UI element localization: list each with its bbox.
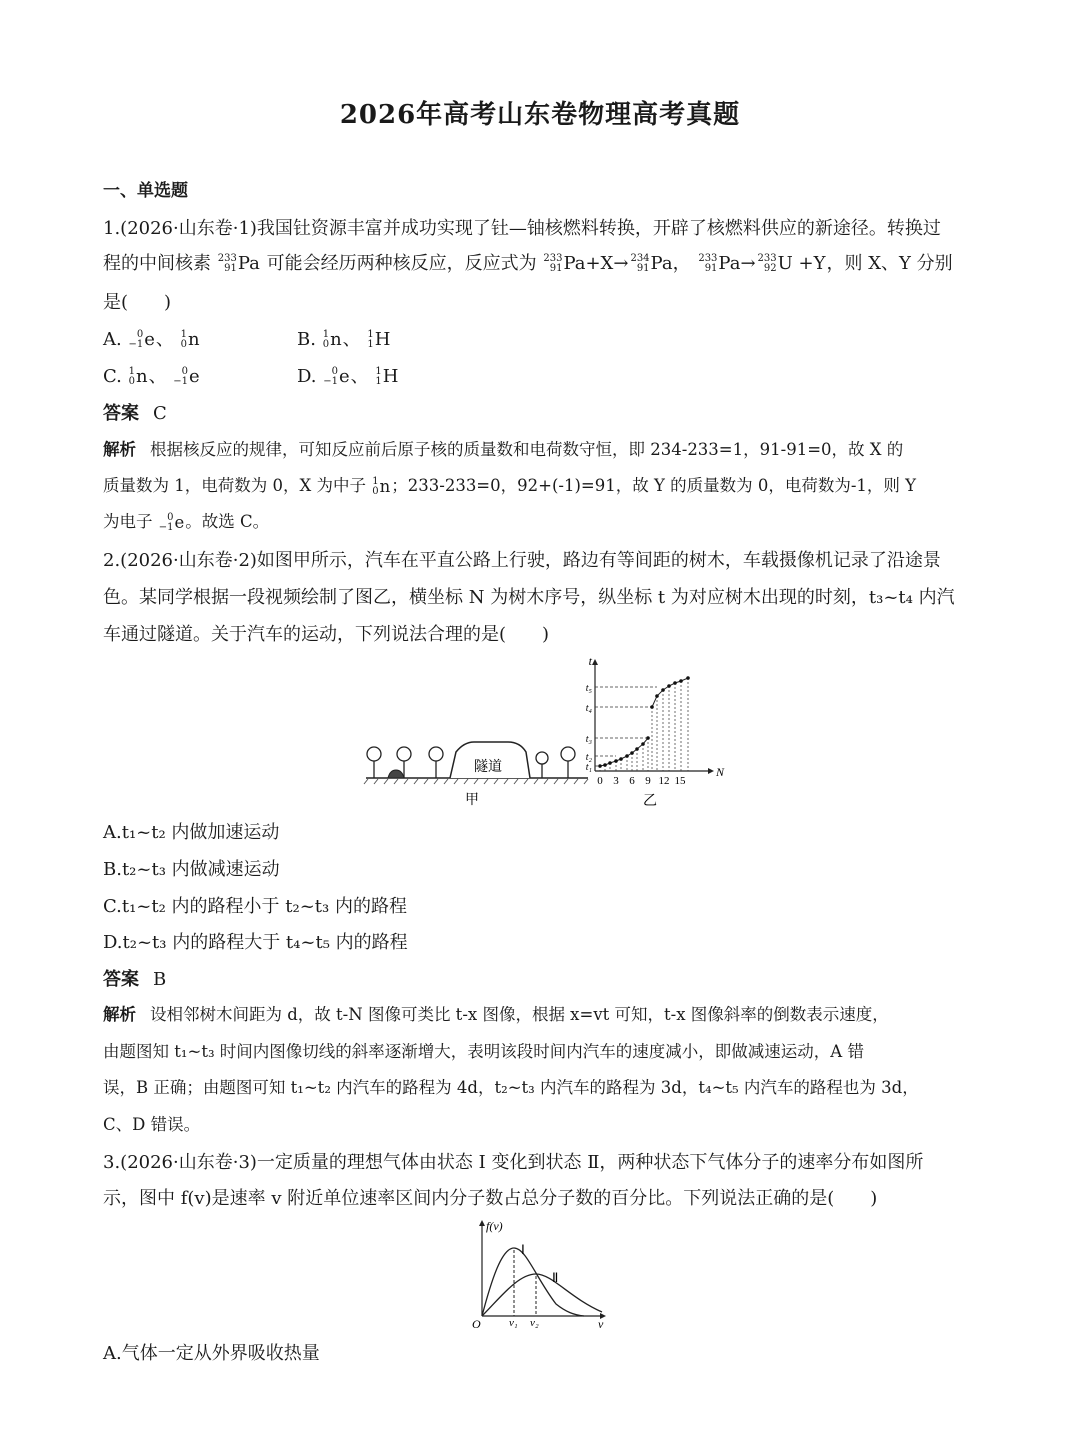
q1-explanation-2: 质量数为 1，电荷数为 0，X 为中子 1 0 n；233-233=0，92+(-1)=91，故 Y 的质量数为 0，电荷数为-1，则 Y — [103, 475, 917, 497]
data-point — [667, 684, 671, 688]
q1-option-a: A. 0 −1 e、 1 0 n — [103, 329, 200, 351]
axis-v-label: v — [598, 1317, 604, 1331]
section-heading: 一、单选题 — [103, 181, 188, 201]
figure-speed-distribution — [466, 1218, 616, 1330]
axis-n-label: N — [716, 765, 725, 779]
q2-explanation-3: 误，B 正确；由题图可知 t₁~t₂ 内汽车的路程为 4d，t₂~t₃ 内汽车的路程为 3d，t₄~t₅ 内汽车的路程也为 3d， — [103, 1078, 919, 1097]
q1-answer: 答案 C — [103, 403, 167, 424]
q1-option-c: C. 1 0 n、 0 −1 e — [103, 366, 200, 388]
axis-fv-label: f(v) — [486, 1219, 503, 1233]
y-tick-label: t₅ — [585, 683, 592, 694]
figure-left-caption: 甲 — [465, 793, 479, 808]
v2-label: v₂ — [530, 1317, 539, 1329]
y-tick-label: t₁ — [585, 762, 592, 773]
data-point — [661, 688, 665, 692]
q3-line2: 示，图中 f(v)是速率 v 附近单位速率区间内分子数占总分子数的百分比。下列说法正确的是( ) — [103, 1188, 878, 1209]
q2-line3: 车通过隧道。关于汽车的运动，下列说法合理的是( ) — [103, 624, 550, 645]
data-point — [641, 742, 645, 746]
x-tick-label: 15 — [674, 775, 686, 787]
curve-segment-1 — [600, 738, 648, 766]
data-point — [650, 705, 654, 709]
q1-explanation-1: 解析 根据核反应的规律，可知反应前后原子核的质量数和电荷数守恒，即 234-233=1，91-91=0，故 X 的 — [103, 440, 904, 459]
q1-line3: 是( ) — [103, 292, 172, 313]
q2-option-b: B.t₂~t₃ 内做减速运动 — [103, 859, 280, 880]
axis-t-label: t — [588, 654, 592, 668]
q2-explanation-4: C、D 错误。 — [103, 1115, 201, 1134]
data-point — [630, 751, 634, 755]
q1-option-d: D. 0 −1 e、 1 1 H — [297, 366, 399, 388]
curve-1-label: Ⅰ — [521, 1242, 525, 1257]
page-title: 2026年高考山东卷物理高考真题 — [339, 100, 741, 130]
data-point — [603, 763, 607, 767]
q2-option-d: D.t₂~t₃ 内的路程大于 t₄~t₅ 内的路程 — [103, 932, 408, 953]
car-icon — [388, 770, 404, 778]
data-point — [598, 764, 602, 768]
y-tick-label: t₃ — [585, 734, 592, 745]
tunnel-label: 隧道 — [474, 760, 502, 775]
q3-line1: 3.(2026·山东卷·3)一定质量的理想气体由状态 Ⅰ 变化到状态 Ⅱ，两种状态下气体分子的速率分布如图所 — [103, 1152, 924, 1173]
data-point — [646, 736, 650, 740]
data-point — [625, 754, 629, 758]
data-point — [619, 757, 623, 761]
data-point — [679, 679, 683, 683]
figure-road-tunnel — [360, 712, 600, 812]
data-point — [614, 759, 618, 763]
q2-line2: 色。某同学根据一段视频绘制了图乙，横坐标 N 为树木序号，纵坐标 t 为对应树木出现的时刻，t₃~t₄ 内汽 — [103, 587, 955, 608]
data-point — [673, 681, 677, 685]
q1-explanation-3: 为电子 0 −1 e。故选 C。 — [103, 511, 270, 533]
v1-label: v₁ — [509, 1317, 518, 1329]
data-point — [608, 761, 612, 765]
origin-label: O — [472, 1317, 481, 1331]
q3-option-a: A.气体一定从外界吸收热量 — [103, 1343, 320, 1364]
figure-right-caption: 乙 — [643, 794, 657, 809]
q1-option-b: B. 1 0 n、 1 1 H — [297, 329, 391, 351]
x-tick-label: 9 — [645, 775, 651, 787]
q2-option-c: C.t₁~t₂ 内的路程小于 t₂~t₃ 内的路程 — [103, 896, 407, 917]
data-point — [635, 747, 639, 751]
curve-segment-2 — [652, 678, 688, 707]
data-point — [655, 694, 659, 698]
q2-option-a: A.t₁~t₂ 内做加速运动 — [103, 822, 280, 843]
q2-explanation-2: 由题图知 t₁~t₃ 时间内图像切线的斜率逐渐增大，表明该段时间内汽车的速度减小，即做减速运动，A 错 — [103, 1042, 864, 1061]
x-tick-label: 3 — [613, 775, 619, 787]
q2-explanation-1: 解析 设相邻树木间距为 d，故 t-N 图像可类比 t-x 图像，根据 x=vt 可知，t-x 图像斜率的倒数表示速度， — [103, 1005, 889, 1024]
x-tick-label: 0 — [597, 775, 603, 787]
y-tick-label: t₄ — [585, 703, 592, 714]
y-tick-label: t₂ — [585, 752, 592, 763]
q1-line1: 1.(2026·山东卷·1)我国钍资源丰富并成功实现了钍—铀核燃料转换，开辟了核燃料供应的新途径。转换过 — [103, 218, 941, 239]
x-tick-label: 6 — [629, 775, 635, 787]
data-point — [686, 676, 690, 680]
q2-answer: 答案 B — [103, 969, 167, 990]
q1-line2: 程的中间核素 233 91 Pa 可能会经历两种核反应，反应式为 233 91 Pa+X→ 234 91 Pa， 233 91 Pa→ 233 92 U +Y，则 X、Y 分别 — [103, 253, 953, 275]
x-tick-label: 12 — [658, 775, 670, 787]
figure-t-n-graph — [578, 655, 723, 810]
curve-state-2 — [482, 1274, 602, 1316]
curve-2-label: Ⅱ — [552, 1270, 559, 1285]
q2-line1: 2.(2026·山东卷·2)如图甲所示，汽车在平直公路上行驶，路边有等间距的树木，车载摄像机记录了沿途景 — [103, 550, 941, 571]
curve-state-1 — [482, 1248, 584, 1316]
